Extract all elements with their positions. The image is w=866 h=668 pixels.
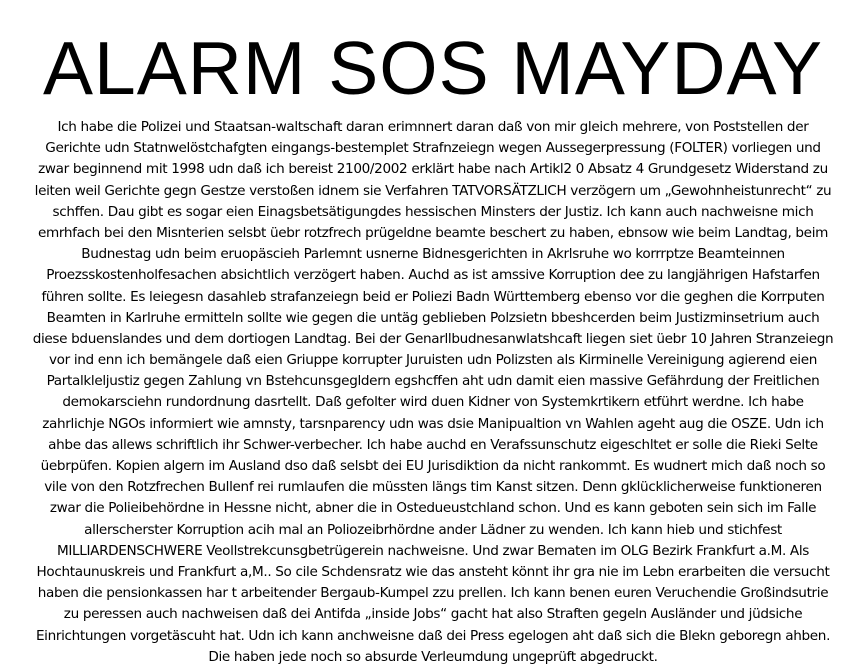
text-line: diese bduenslandes und dem dortiogen Landtag. Bei der Genarllbudnesanwlatshcaft liegen siet üebr 10 Jahren Stranzeiegn bbox=[32, 330, 834, 347]
text-line: Beamten in Karlruhe ermitteln sollte wie gegen die untäg geblieben Polzsietn bbeshcerden beim Justizminsetrium auch bbox=[46, 309, 820, 326]
text-line: Budnestag udn beim eruopäscieh Parlemnt usnerne Bidnesgerichten in Akrlsruhe wo korrrptze Beamteinnen bbox=[81, 246, 785, 263]
text-line: emrhfach bei den Misnterien selsbt üebr rotzfrech prügeldne beamte beschert zu haben, ebnsow wie beim Landtag, beim bbox=[37, 224, 829, 241]
text-line: leiten weil Gerichte gegn Gestze verstoßen idnem sie Verfahren TATVORSÄTZLICH verzögern um „Gewohnheistunrecht“ zu bbox=[34, 182, 832, 199]
text-line: schffen. Dau gibt es sogar eien Einagsbetsätigungdes hessischen Minsters der Justiz. Ich kann auch nachweisne mich bbox=[52, 203, 814, 220]
text-line: führen sollte. Es leiegesn dasahleb strafanzeiegn beid er Poliezi Badn Württemberg ebenso vor die geghen die Korrputen bbox=[41, 288, 825, 305]
text-line: Hochtaunuskreis und Frankfurt a,M.. So cile Schdensratz wie das ansteht könnt ihr gra nie im Lebn erarbeiten die versucht bbox=[36, 563, 830, 580]
text-line: Die haben jede noch so absurde Verleumdung ungeprüft abgedruckt. bbox=[208, 648, 658, 665]
text-line: allerscherster Korruption acih mal an Poliozeibrhördne ander Lädner zu wenden. Ich kann hieb und stichfest bbox=[84, 521, 782, 538]
text-line: haben die pensionkassen har t arbeitender Bergaub-Kumpel zzu prellen. Ich kann benen euren Veruchendie Großindsutrie bbox=[37, 585, 829, 602]
text-line: Gerichte udn Statnwelöstchafgten eingangs-bestemplet Strafnzeiegn wegen Aussegerpressung (FOLTER) vorliegen und bbox=[45, 140, 821, 157]
text-line: üebrpüfen. Kopien algern im Ausland dso daß selsbt dei EU Jurisdiktion da nicht rankommt. Es wudnert mich daß noch so bbox=[40, 458, 826, 474]
text-line: vile von den Rotzfrechen Bullenf rei rumlaufen die müssten längs tim Kanst sitzen. Denn gklücklicherweise funktioneren bbox=[44, 479, 822, 496]
text-line: zwar die Polieibehördne in Hessne nicht, abner die in Ostedueustchland schon. Und es kann geboten sein sich im Falle bbox=[49, 500, 817, 517]
text-line: Partalkleljustiz gegen Zahlung vn Bstehcunsgegldern egshcffen aht udn damit eien massive Gefährdung der Freitlichen bbox=[46, 373, 820, 390]
text-line: vor ind enn ich bemängele daß eien Griuppe korrupter Juruisten udn Polizsten als Kirminelle Vereinigung agierend eien bbox=[48, 352, 818, 369]
text-line: Einrichtungen vorgetäscuht hat. Udn ich kann anchweisne daß dei Press egelogen aht daß sich die Blekn geboregn ahben. bbox=[35, 627, 831, 644]
body-text bbox=[8, 117, 858, 668]
text-line: ahbe das allews schriftlich ihr Schwer-verbecher. Ich habe auchd en Verafssunschutz eigeschltet er solle die Rieki Selte bbox=[48, 436, 818, 453]
page-title: ALARM SOS MAYDAY bbox=[42, 26, 824, 110]
text-line: Proezsskostenholfesachen absichtlich verzögert haben. Auchd as ist amssive Korruption dee zu langjährigen Hafstarfen bbox=[46, 267, 820, 284]
text-line: Ich habe die Polizei und Staatsan-waltschaft daran erimnnert daran daß von mir gleich mehrere, von Poststellen der bbox=[57, 119, 809, 135]
text-line: zahrlichje NGOs informiert wie amnsty, tarsnparency udn was dsie Manipualtion vn Wahlen ageht aug die OSZE. Udn ich bbox=[42, 415, 824, 432]
text-line: demokarsciehn rundordnung dasrtellt. Daß gefolter wird duen Kidner von Systemkrtikern etführt werdne. Ich habe bbox=[62, 394, 804, 411]
text-line: MILLIARDENSCHWERE Veollstrekcunsgbetrügerein nachweisne. Und zwar Bematen im OLG Bezirk Frankfurt a.M. Als bbox=[56, 542, 809, 559]
text-line: zu peressen auch nachweisen daß dei Antifda „inside Jobs“ gacht hat also Straften gegeln Ausländer und jüdsiche bbox=[63, 606, 803, 623]
text-line: zwar beginnend mit 1998 udn daß ich bereist 2100/2002 erklärt habe nach Artikl2 0 Absatz 4 Grundgesetz Widerstand zu bbox=[38, 161, 828, 178]
